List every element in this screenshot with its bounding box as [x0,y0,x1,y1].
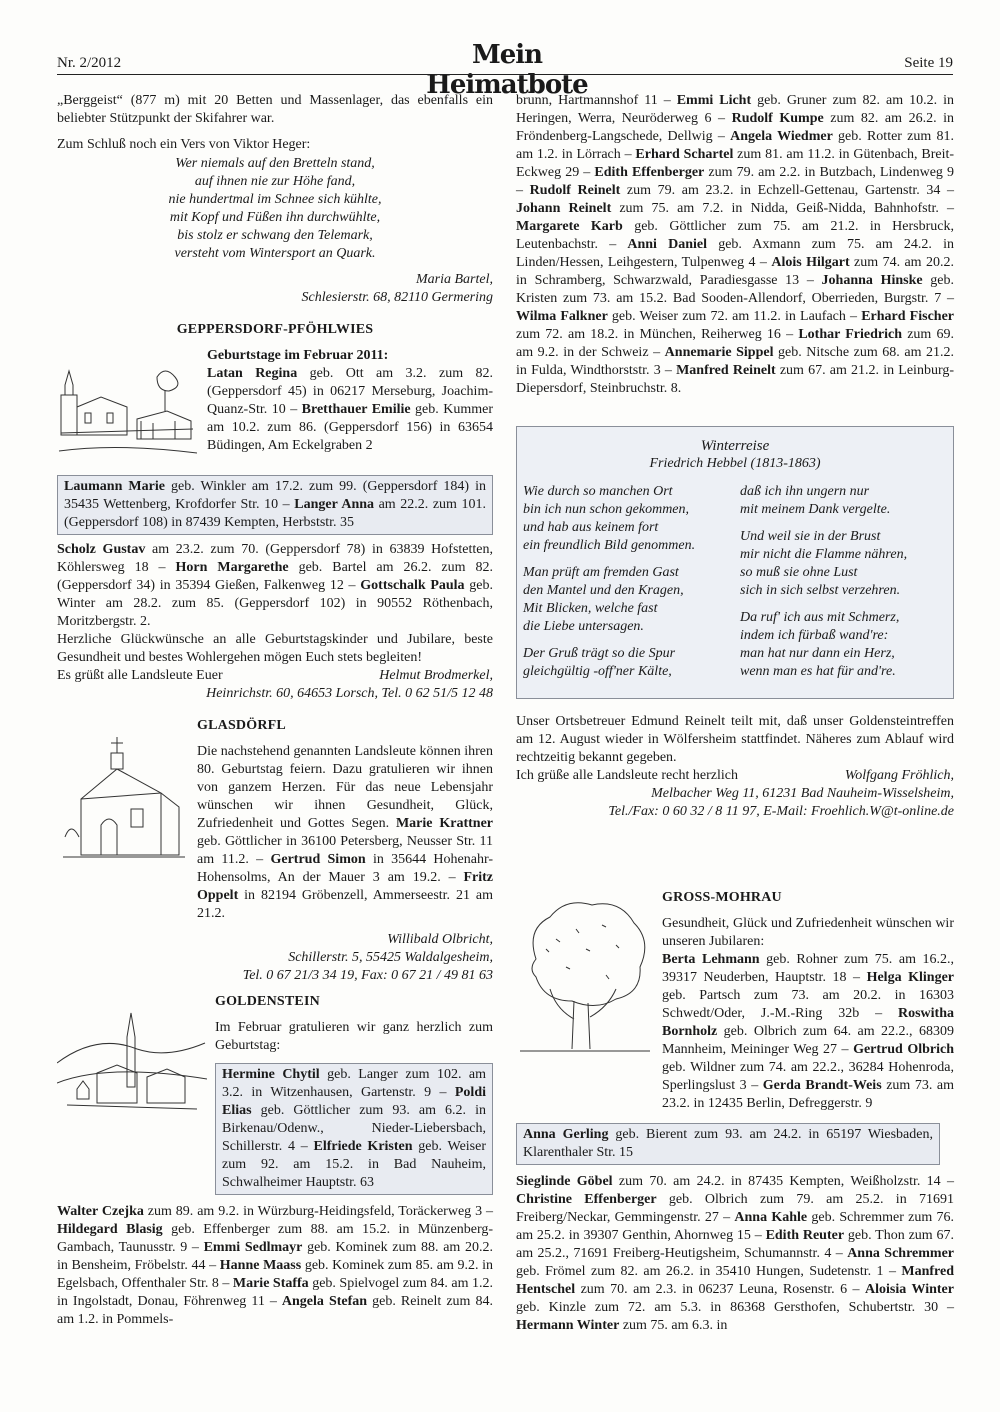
person-name: Edith Reuter [765,1228,845,1243]
entry-text: geb. Göttlicher zum 75. am 21.2. in Hersbruck, Leutenbachstr. – [516,219,954,252]
person-name: Margarete Karb [516,219,623,234]
entry-text: zum 79. am 23.2. in Echzell-Gettenau, Gartenstr. 34 – [620,183,955,198]
entry-text: zum 81. am 11.2. in Gütenbach, Breit-Eckweg 29 – [516,147,955,180]
poem-column-left [523,483,730,690]
birthday-entries-continued [516,92,954,398]
poem-author: Friedrich Hebbel (1813-1863) [649,456,821,471]
person-name: Hildegard Blasig [57,1222,163,1237]
signature-name: Willibald Olbricht, [387,932,493,947]
poem-line: so muß sie ohne Lust [740,565,858,580]
verse-line: mit Kopf und Füßen ihn durchwühlte, [169,210,381,225]
poem-line: und hab aus keinem fort [523,520,659,535]
highlight-box: Laumann Marie geb. Winkler am 17.2. zum 99. (Geppersdorf 184) in 35435 Wettenberg, Krofdorfer Str. 10 – Langer Anna am 22.2. zum 101. (Geppersdorf 108) in 87439 Kempten, Herbststr. 35 [57,475,493,535]
entry-text: geb. Kristen zum 73. am 15.2. Bad Sooden-Allendorf, Oberrieden, Burgstr. 7 – [516,273,955,306]
entry-text: geb. Wildner zum 74. am 22.2., 36284 Hohenroda, Sperlingslust 3 – [662,1060,954,1093]
entry-text: zum 70. am 24.2. in 87435 Kempten, Weißholzstr. 14 – [612,1174,954,1189]
poem-stanza [740,483,947,519]
person-name: Aloisia Winter [865,1282,954,1297]
entry-text: geb. Kinzle zum 72. am 5.3. in 86368 Gersthofen, Schubertstr. 30 – [516,1300,954,1315]
poem-line: sich in sich selbst verzehren. [740,583,901,598]
person-name: Bretthauer Emilie [301,402,411,417]
poem-box [516,426,954,699]
section-title-geppersdorf: GEPPERSDORF-PFÖHLWIES [176,322,374,337]
person-name: Annemarie Sippel [664,345,774,360]
verse [57,155,493,263]
entry-text: geb. Frömel zum 82. am 26.2. in 35410 Hungen, Sudetenstr. 1 – [516,1264,902,1279]
person-name: Walter Czejka [57,1204,144,1219]
birthday-entries [662,951,954,1113]
signature-address: Schillerstr. 5, 55425 Waldalgesheim, [288,950,493,965]
poem-line: wenn man es hat für and're. [740,664,896,679]
person-name: Johanna Hinske [821,273,923,288]
greeting: Herzliche Glückwünsche an alle Geburtstagskinder und Jubilare, beste Gesundheit und bestes Wohlergehen mögen Euch stets begleiten! [57,632,493,665]
poem-line: Man prüft am fremden Gast [523,565,679,580]
poem-stanza [523,564,730,636]
signature-name: Helmut Brodmerkel, [379,668,493,683]
person-name: Anna Schremmer [847,1246,954,1261]
issue-number: Nr. 2/2012 [57,55,122,71]
entry-text: zum 72. am 18.2. in München, Reiherweg 16 – [516,327,799,342]
poem-line: gleichgültig -off'ner Kälte, [523,664,672,679]
poem-column-right [740,483,947,690]
person-name: Gottschalk Paula [360,578,465,593]
person-name: Erhard Fischer [861,309,954,324]
person-name: Wilma Falkner [516,309,608,324]
person-name: Elfriede Kristen [313,1139,413,1154]
announcement: Unser Ortsbetreuer Edmund Reinelt teilt mit, daß unser Goldensteintreffen am 12. August wieder in Wölfersheim stattfindet. Näheres zum Ablauf wird rechtzeitig bekannt gegeben. [516,714,954,765]
person-name: Gerda Brandt-Weis [762,1078,882,1093]
verse-intro: Zum Schluß noch ein Vers von Viktor Heger: [57,137,311,152]
person-name: Hanne Maass [219,1258,302,1273]
poem-line: den Mantel und den Kragen, [523,583,684,598]
person-name: Helga Klinger [866,970,954,985]
entry-text: zum 79. am 2.2. in Butzbach, Lindenweg 9 – [516,165,955,198]
poem-stanza [740,528,947,600]
birthday-entries: Scholz Gustav am 23.2. zum 70. (Geppersdorf 78) in 63839 Hofstetten, Köhlersweg 18 – Horn Margarethe geb. Bartel am 26.2. zum 82. (Geppersdorf 34) in 35394 Gießen, Falkenweg 12 – Gottschalk Paula geb. Winter am 28.2. zum 85. (Geppersdorf 102) in 90552 Röthenbach, Moritzbergstr. 2. [57,542,493,629]
birthday-entries: Latan Regina geb. Ott am 3.2. zum 82. (Geppersdorf 45) in 06217 Merseburg, Joachim-Quanz-Str. 10 – Bretthauer Emilie geb. Kummer am 10.2. zum 86. (Geppersdorf 156) in 63654 Büdingen, Am Eckelgraben 2 [207,366,494,453]
person-name: Anna Kahle [734,1210,808,1225]
highlight-box: Hermine Chytil geb. Langer zum 102. am 3.2. in Witzenhausen, Gartenstr. 9 – Poldi Elias geb. Göttlicher zum 93. am 6.2. in Birkenau/Odenw., Nieder-Liebersbach, Schillerstr. 4 – Elfriede Kristen geb. Weiser zum 92. am 15.2. in Bad Nauheim, Schwalheimer Hauptstr. 63 [215,1063,493,1195]
person-name: Marie Staffa [232,1276,309,1291]
person-name: Erhard Schartel [635,147,734,162]
signature-name: Maria Bartel, [416,272,493,287]
entry-text: geb. Rohner zum 75. am 16.2., 39317 Neuderben, Hauptstr. 18 – [662,952,955,985]
church-illustration [57,347,199,467]
masthead-logo: Mein Heimatbote [426,40,588,100]
signature-phone: Tel. 0 67 21/3 34 19, Fax: 0 67 21 / 49 81 63 [242,968,493,983]
poem-line: Der Gruß trägt so die Spur [523,646,676,661]
birthday-entries [516,1173,954,1335]
greeting-line: Ich grüße alle Landsleute recht herzlich Wolfgang Fröhlich, [516,768,954,783]
entry-text: geb. Partsch zum 73. am 20.2. in 16303 Schwedt/Oder, J.-M.-Ring 32b – [662,988,954,1021]
page-number: Seite 19 [904,55,953,71]
person-name: Fritz Oppelt [197,870,493,903]
entry-text: geb. Schremmer zum 76. am 25.2. in 39307 Genthin, Ahornweg 15 – [516,1210,955,1243]
greeting-line: Es grüßt alle Landsleute Euer Helmut Brodmerkel, [57,668,493,683]
poem-line: bin ich nun schon gekommen, [523,502,690,517]
person-name: Emmi Sedlmayr [203,1240,303,1255]
poem-line: daß ich ihn ungern nur [740,484,870,499]
person-name: Hermine Chytil [222,1067,320,1082]
person-name: Edith Effenberger [594,165,705,180]
person-name: Sieglinde Göbel [516,1174,613,1189]
verse-line: versteht vom Wintersport an Quark. [174,246,376,261]
entry-text: geb. Weiser zum 72. am 11.2. in Laufach – [607,309,862,324]
verse-line: bis stolz er schwang den Telemark, [177,228,373,243]
poem-line: die Liebe untersagen. [523,619,644,634]
entry-text: zum 75. am 7.2. in Nidda, Geiß-Nidda, Bahnhofstr. – [611,201,955,216]
person-name: Rudolf Reinelt [529,183,621,198]
entry-text: geb. Thon zum 67. am 25.2., 71691 Freiberg-Heutigsheim, Schumannstr. 4 – [516,1228,954,1261]
verse-line: auf ihnen nie zur Höhe fand, [194,174,356,189]
verse-line: nie hundertmal im Schnee sich kühlte, [168,192,382,207]
right-column [516,92,954,1335]
signature-address: Schlesierstr. 68, 82110 Germering [301,290,493,305]
person-name: Laumann Marie [64,479,165,494]
poem-title: Winterreise [700,438,770,454]
person-name: Manfred Reinelt [676,363,776,378]
signature-name: Wolfgang Fröhlich, [844,768,954,783]
entry-text: zum 82. am 26.2. in Fröndenberg-Langschede, Dellwig – [516,111,954,144]
tree-illustration [516,889,654,1113]
poem-line: Da ruf' ich aus mit Schmerz, [740,610,900,625]
entry-text: zum 74. am 20.2. in Schramberg, Schwarzwald, Paradiesgasse 13 – [516,255,954,288]
entry-text: zum 69. am 9.2. in der Schweiz – [516,327,954,360]
section-intro: Gesundheit, Glück und Zufriedenheit wünschen wir unseren Jubilaren: [662,916,954,949]
entry-text: geb. Nitsche zum 68. am 21.2. in Fulda, Windthorststr. 3 – [516,345,955,378]
person-name: Poldi Elias [222,1085,486,1118]
entry-text: geb. Rotter zum 81. am 1.2. in Lörrach – [516,129,955,162]
entry-text: brunn, Hartmannshof 11 – [516,93,677,108]
person-name: Anni Daniel [627,237,708,252]
person-name: Lothar Friedrich [798,327,903,342]
entry-text: zum 75. am 6.3. in [619,1318,728,1333]
section-title-goldenstein: GOLDENSTEIN [215,994,320,1009]
person-name: Horn Margarethe [175,560,289,575]
poem-line: Und weil sie in der Brust [740,529,881,544]
person-name: Anna Gerling [523,1127,609,1142]
person-name: Scholz Gustav [57,542,146,557]
village-illustration [57,993,207,1195]
person-name: Emmi Licht [676,93,752,108]
header-rule [57,74,953,75]
left-column [57,92,493,1329]
poem-line: man hat nur dann ein Herz, [740,646,895,661]
poem-stanza [523,645,730,681]
person-name: Langer Anna [294,497,375,512]
poem-line: mir nicht die Flamme nähren, [740,547,908,562]
entry-text: geb. Olbrich zum 64. am 22.2., 68309 Mannheim, Meininger Weg 27 – [662,1024,954,1057]
person-name: Christine Effenberger [516,1192,657,1207]
person-name: Gertrud Simon [270,852,366,867]
person-name: Hermann Winter [516,1318,620,1333]
person-name: Marie Krattner [395,816,493,831]
poem-stanza [740,609,947,681]
poem-line: ein freundlich Bild genommen. [523,538,696,553]
page-header [57,40,953,100]
person-name: Latan Regina [207,366,298,381]
entry-text: zum 70. am 2.3. in 06237 Leuna, Rosenstr. 6 – [575,1282,866,1297]
subsection-title: Geburtstage im Februar 2011: [207,348,389,363]
person-name: Gertrud Olbrich [853,1042,955,1057]
entry-text: geb. Olbrich zum 79. am 25.2. in 71691 Freiberg/Neckar, Gemmingenstr. 27 – [516,1192,954,1225]
signature-address: Heinrichstr. 60, 64653 Lorsch, Tel. 0 62 51/5 12 48 [206,686,493,701]
person-name: Roswitha Bornholz [662,1006,954,1039]
birthday-entries: Walter Czejka zum 89. am 9.2. in Würzburg-Heidingsfeld, Toräckerweg 3 – Hildegard Blasig geb. Effenberger zum 88. am 15.2. in Münzenberg-Gambach, Taunusstr. 9 – Emmi Sedlmayr geb. Kominek zum 88. am 20.2. in Bensheim, Fröbelstr. 44 – Hanne Maass geb. Kominek zum 85. am 9.2. in Egelsbach, Offenthaler Str. 8 – Marie Staffa geb. Spielvogel zum 84. am 1.2. in Ingolstadt, Donau, Föhrenweg 11 – Angela Stefan geb. Reinelt zum 84. am 1.2. in Pommels- [57,1204,494,1327]
person-name: Angela Wiedmer [730,129,833,144]
person-name: Angela Stefan [281,1294,368,1309]
poem-line: indem ich fürbaß wand're: [740,628,889,643]
highlight-box: Anna Gerling geb. Bierent zum 93. am 24.2. in 65197 Wiesbaden, Klarenthaler Str. 15 [516,1123,940,1165]
signature-address: Melbacher Weg 11, 61231 Bad Nauheim-Wisselsheim, [651,786,954,801]
section-title-gross-mohrau: GROSS-MOHRAU [662,890,782,905]
chapel-illustration [57,717,189,923]
person-name: Berta Lehmann [662,952,760,967]
intro-paragraph: „Berggeist“ (877 m) mit 20 Betten und Massenlager, das ebenfalls ein beliebter Stützpunkt der Skifahrer war. [57,93,493,126]
signature-contact: Tel./Fax: 0 60 32 / 8 11 97, E-Mail: Froehlich.W@t-online.de [608,804,954,819]
section-text: Die nachstehend genannten Landsleute können ihren 80. Geburtstag feiern. Dazu gratulieren wir ihnen von ganzem Herzen. Für das neue Lebensjahr wünschen wir ihnen Gesundheit, Glück, Zufriedenheit und Gottes Segen. Marie Krattner geb. Göttlicher in 36100 Petersberg, Neusser Str. 11 am 11.2. – Gertrud Simon in 35644 Hohenahr-Hohensolms, An der Mauer 3 am 19.2. – Fritz Oppelt in 82194 Gröbenzell, Ammerseestr. 21 am 21.2. [197,744,493,921]
poem-line: Wie durch so manchen Ort [523,484,673,499]
section-title-glasdoerfl: GLASDÖRFL [197,718,286,733]
entry-text: geb. Axmann zum 75. am 24.2. in Linden/Hessen, Leihgestern, Tulpenweg 4 – [516,237,954,270]
section-intro: Im Februar gratulieren wir ganz herzlich zum Geburtstag: [215,1020,493,1053]
person-name: Manfred Hentschel [516,1264,954,1297]
entry-text: zum 73. am 23.2. in 12435 Berlin, Defreggerstr. 9 [662,1078,954,1111]
poem-line: Mit Blicken, welche fast [523,601,658,616]
poem-line: mit meinem Dank vergelte. [740,502,891,517]
entry-text: geb. Gruner zum 82. am 10.2. in Heringen, Werra, Neuröderweg 6 – [516,93,954,126]
person-name: Alois Hilgart [771,255,850,270]
entry-text: zum 67. am 21.2. in Leinburg-Diepersdorf, Steinbruchstr. 8. [516,363,955,396]
poem-stanza [523,483,730,555]
verse-line: Wer niemals auf den Bretteln stand, [175,156,375,171]
person-name: Rudolf Kumpe [731,111,824,126]
person-name: Johann Reinelt [516,201,612,216]
